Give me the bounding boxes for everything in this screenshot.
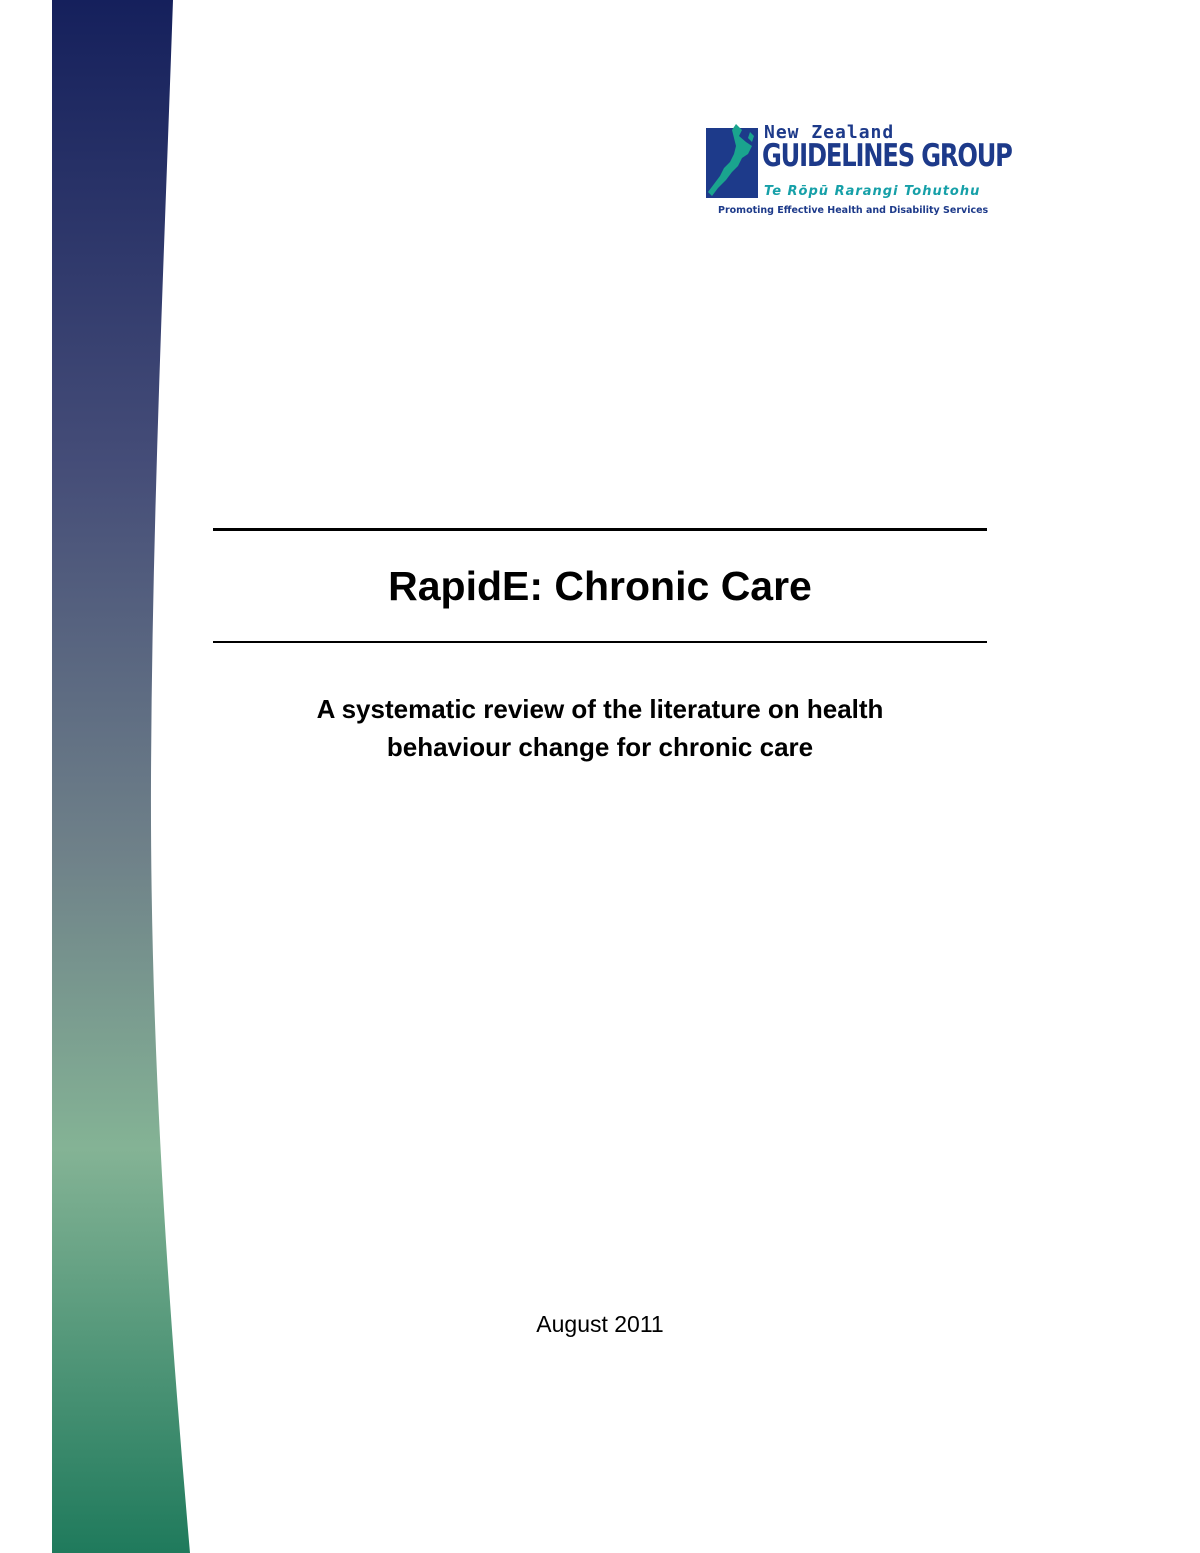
logo-text-guidelines-group: GUIDELINES GROUP <box>762 138 1012 174</box>
subtitle-line: behaviour change for chronic care <box>386 732 814 762</box>
subtitle-line: A systematic review of the literature on health <box>316 694 884 724</box>
title-top-rule <box>213 528 987 531</box>
organization-logo <box>700 118 1012 228</box>
logo-text-maori-name: Te Rōpū Rarangi Tohutohu <box>764 184 981 199</box>
decorative-gradient-band <box>0 0 200 1553</box>
title-bottom-rule <box>213 641 987 643</box>
logo-text-new-zealand: New Zealand <box>764 122 895 143</box>
logo-tagline: Promoting Effective Health and Disability Services <box>718 205 989 216</box>
document-title: RapidE: Chronic Care <box>388 563 812 609</box>
new-zealand-map-icon <box>706 122 764 202</box>
publication-date: August 2011 <box>536 1311 664 1337</box>
document-subtitle <box>213 690 987 766</box>
